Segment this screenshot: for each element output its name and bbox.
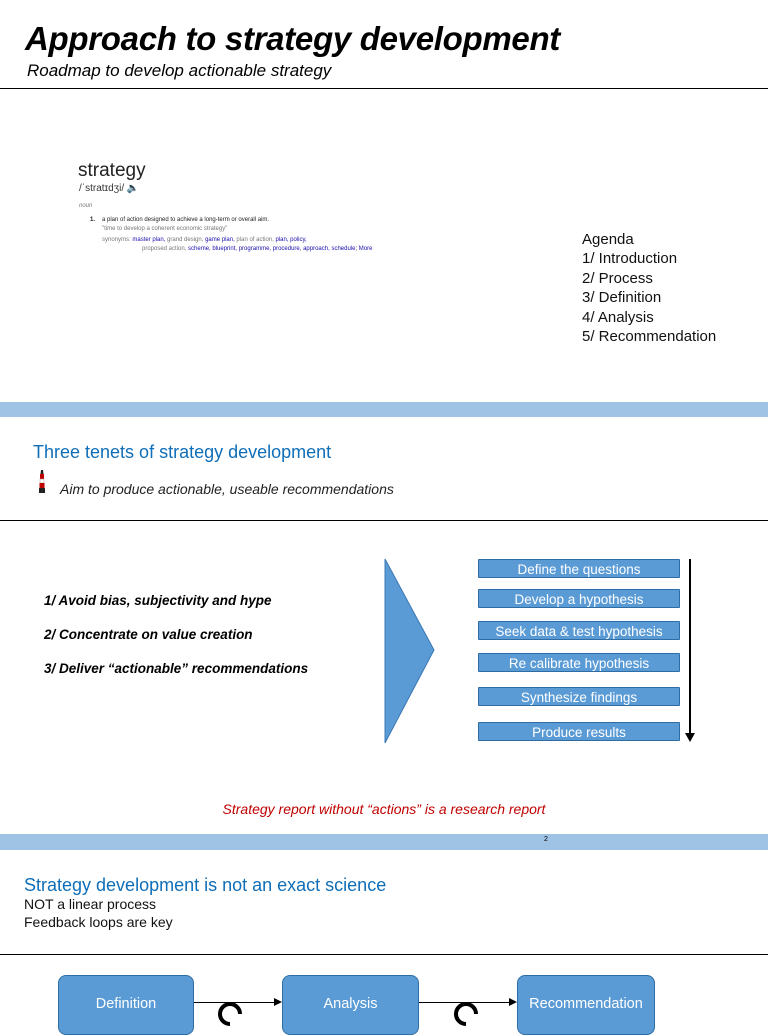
agenda-item: 4/ Analysis	[582, 308, 654, 326]
page-subtitle: Roadmap to develop actionable strategy	[27, 61, 332, 80]
page-number: 2	[544, 836, 548, 843]
tenets-heading: Three tenets of strategy development	[33, 442, 332, 462]
flow-arrowhead	[509, 998, 517, 1006]
flow-box-recommendation: Recommendation	[517, 975, 655, 1035]
dictionary-definition: a plan of action designed to achieve a long-term or overall aim.	[102, 217, 270, 223]
process-step: Produce results	[478, 722, 680, 741]
dictionary-part-of-speech: noun	[79, 203, 93, 209]
science-note-line: Feedback loops are key	[24, 913, 173, 930]
process-arrow-shape	[384, 558, 436, 744]
agenda	[582, 230, 716, 346]
agenda-item: 3/ Definition	[582, 289, 662, 307]
process-direction-line	[689, 559, 691, 735]
synonyms-link-group[interactable]: game plan,	[205, 237, 235, 243]
tenet-item: 1/ Avoid bias, subjectivity and hype	[44, 593, 272, 608]
synonyms-link-group[interactable]: master plan,	[132, 237, 166, 243]
tenet-item: 3/ Deliver “actionable” recommendations	[44, 661, 309, 676]
synonyms-link-group[interactable]: scheme, blueprint, programme, procedure, approach, schedule; More	[188, 245, 373, 252]
lighthouse-icon	[38, 468, 46, 494]
dictionary-pronunciation: /ˈstratɪdʒi/ 🔈	[79, 183, 140, 194]
header-divider	[0, 88, 768, 89]
section-divider	[0, 520, 768, 521]
tenet-item: 2/ Concentrate on value creation	[44, 627, 253, 642]
science-note-line: NOT a linear process	[24, 896, 157, 912]
process-step: Synthesize findings	[478, 687, 680, 706]
agenda-heading: Agenda	[582, 231, 634, 248]
report-note: Strategy report without “actions” is a research report	[222, 801, 546, 817]
synonyms-link-group[interactable]: plan, policy,	[275, 237, 307, 243]
science-heading: Strategy development is not an exact science	[24, 875, 387, 895]
page-title: Approach to strategy development	[25, 20, 560, 57]
process-step: Re calibrate hypothesis	[478, 653, 680, 672]
science-notes	[24, 896, 173, 931]
tenets-subheading: Aim to produce actionable, useable recommendations	[60, 481, 394, 497]
process-step: Seek data & test hypothesis	[478, 621, 680, 640]
synonyms-text: plan of action,	[234, 237, 276, 243]
process-step: Develop a hypothesis	[478, 589, 680, 608]
synonyms-label: synonyms:	[102, 237, 131, 243]
process-direction-arrowhead	[685, 733, 695, 742]
section-band	[0, 402, 768, 417]
flow-box-definition: Definition	[58, 975, 194, 1035]
agenda-item: 5/ Recommendation	[582, 328, 717, 346]
dictionary-example: "time to develop a coherent economic strategy"	[102, 226, 228, 232]
dictionary-word: strategy	[78, 160, 146, 181]
dictionary-synonyms	[102, 236, 402, 253]
agenda-item: 1/ Introduction	[582, 250, 678, 268]
process-step: Define the questions	[478, 559, 680, 578]
synonyms-text: proposed action,	[142, 245, 189, 252]
section-divider	[0, 954, 768, 955]
agenda-item: 2/ Process	[582, 269, 653, 287]
synonyms-text: grand design,	[165, 237, 206, 243]
flow-arrowhead	[274, 998, 282, 1006]
section-band	[0, 834, 768, 850]
flow-box-analysis: Analysis	[282, 975, 419, 1035]
dictionary-sense-number: 1.	[90, 217, 96, 223]
